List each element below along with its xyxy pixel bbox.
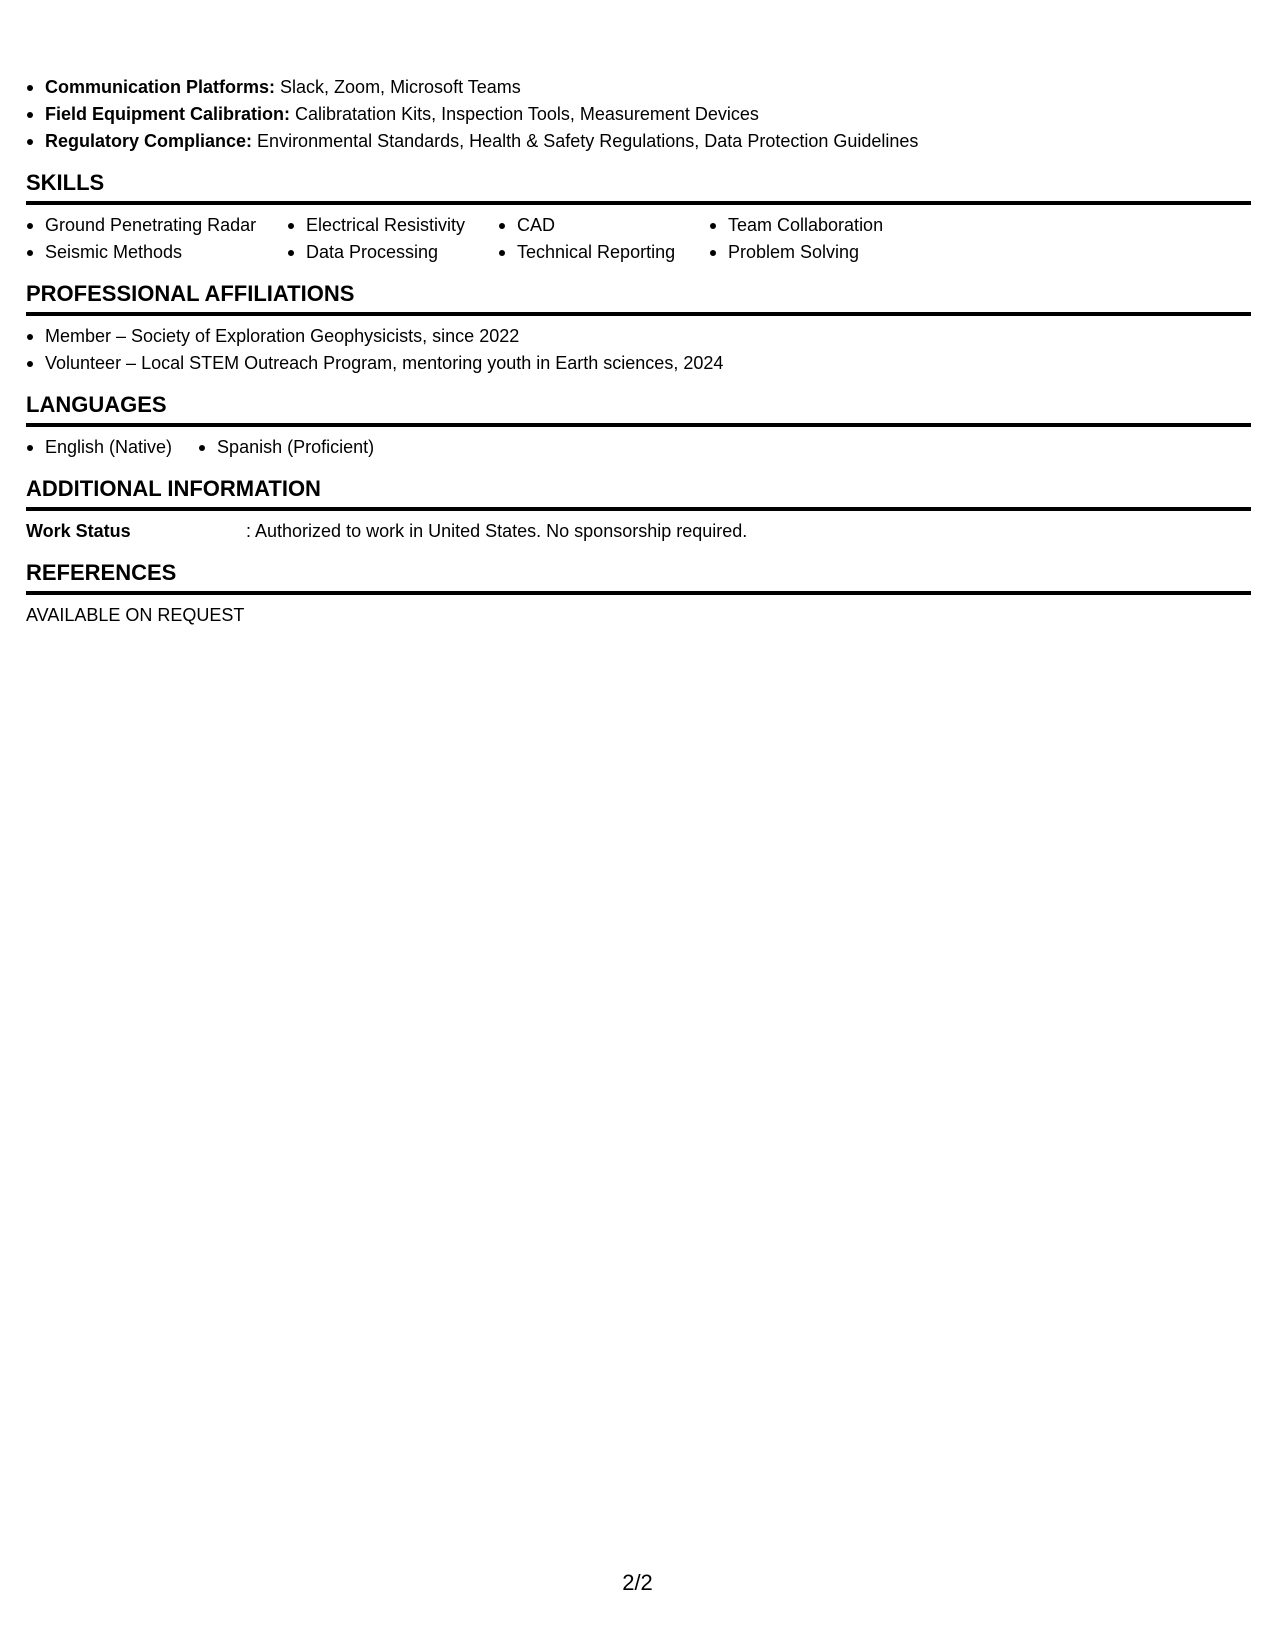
skill-item: Problem Solving: [709, 239, 909, 266]
references-section: [26, 559, 1251, 629]
languages-list: [26, 434, 1251, 461]
section-title: PROFESSIONAL AFFILIATIONS: [26, 280, 1251, 316]
item-label: Communication Platforms:: [45, 77, 276, 97]
references-text: AVAILABLE ON REQUEST: [26, 605, 245, 625]
skill-item: Seismic Methods: [26, 239, 287, 266]
skill-item: Electrical Resistivity: [287, 212, 498, 239]
item-label: Regulatory Compliance:: [45, 131, 253, 151]
section-title: REFERENCES: [26, 559, 1251, 595]
language-item: Spanish (Proficient): [198, 434, 374, 461]
skill-item: CAD: [498, 212, 709, 239]
item-value: Calibratation Kits, Inspection Tools, Measurement Devices: [290, 104, 759, 124]
section-title: LANGUAGES: [26, 391, 1251, 427]
skills-list: [26, 212, 1251, 266]
skill-item: Data Processing: [287, 239, 498, 266]
skill-item: Team Collaboration: [709, 212, 909, 239]
work-status-row: [26, 518, 1251, 545]
additional-info-section: [26, 475, 1251, 545]
list-item: [26, 74, 1251, 101]
page-number: 2/2: [622, 1570, 653, 1595]
affiliation-item: Member – Society of Exploration Geophysicists, since 2022: [26, 323, 1251, 350]
skill-item: Ground Penetrating Radar: [26, 212, 287, 239]
list-item: [26, 101, 1251, 128]
affiliations-list: [26, 323, 1251, 377]
work-status-label: Work Status: [26, 521, 131, 541]
affiliations-section: [26, 280, 1251, 377]
languages-section: [26, 391, 1251, 461]
item-value: Environmental Standards, Health & Safety Regulations, Data Protection Guidelines: [252, 131, 919, 151]
section-title: ADDITIONAL INFORMATION: [26, 475, 1251, 511]
skill-item: Technical Reporting: [498, 239, 709, 266]
affiliation-item: Volunteer – Local STEM Outreach Program, mentoring youth in Earth sciences, 2024: [26, 350, 1251, 377]
list-item: [26, 128, 1251, 155]
work-status-value: : Authorized to work in United States. No sponsorship required.: [246, 521, 748, 541]
skills-section: [26, 169, 1251, 266]
item-value: Slack, Zoom, Microsoft Teams: [275, 77, 521, 97]
language-item: English (Native): [26, 434, 172, 461]
item-label: Field Equipment Calibration:: [45, 104, 291, 124]
resume-page: [26, 74, 1251, 629]
tools-list: [26, 74, 1251, 155]
section-title: SKILLS: [26, 169, 1251, 205]
